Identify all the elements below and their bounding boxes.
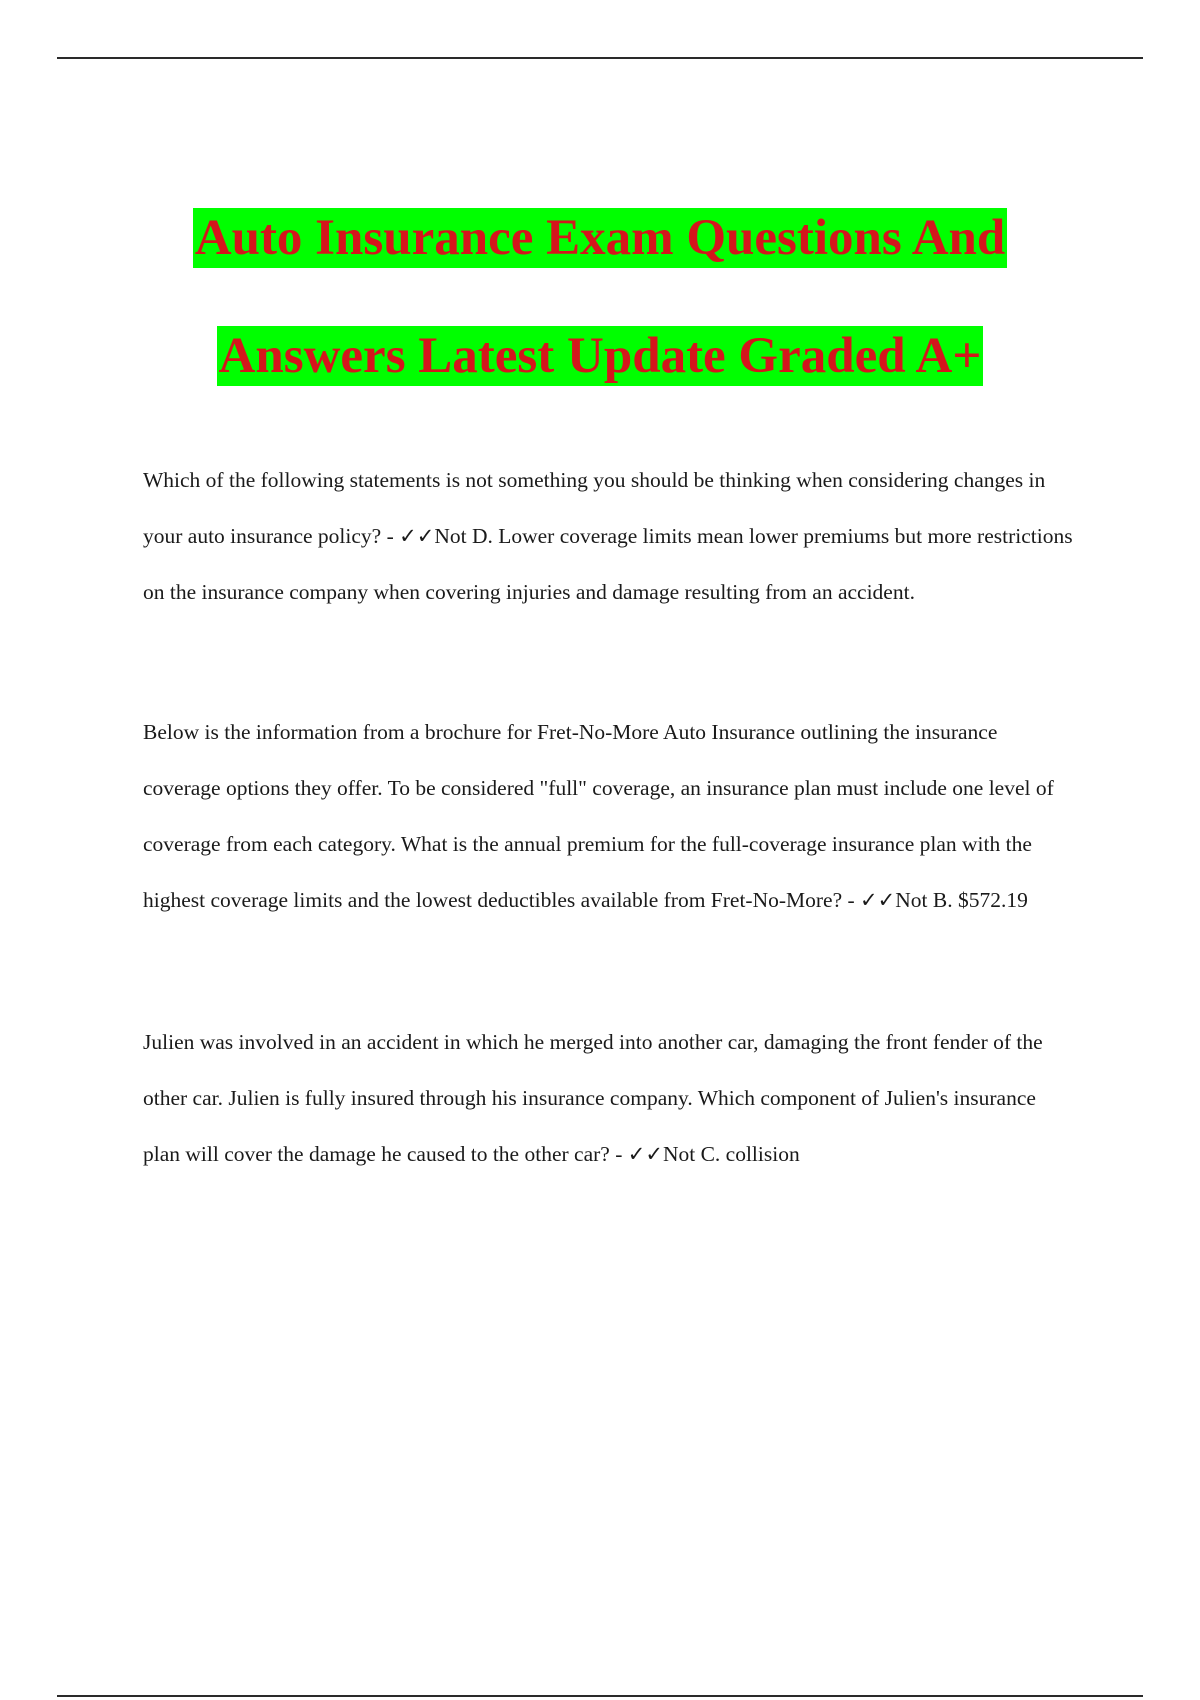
checkmark-icon: ✓✓ xyxy=(399,524,435,548)
qa-item-1 xyxy=(143,452,1073,620)
question-text: Julien was involved in an accident in which he merged into another car, damaging the front fender of the other car. Julien is fully insured through his insurance company. Which component of Julien's insurance plan will cover the damage he caused to the other car? - xyxy=(143,1030,1043,1166)
checkmark-icon: ✓✓ xyxy=(860,888,896,912)
document-title xyxy=(0,208,1200,444)
title-line-1: Auto Insurance Exam Questions And xyxy=(194,210,1006,266)
qa-item-3 xyxy=(143,1014,1073,1182)
checkmark-icon: ✓✓ xyxy=(627,1142,663,1166)
answer-text: Not C. collision xyxy=(662,1142,800,1166)
answer-text: Not B. $572.19 xyxy=(895,888,1028,912)
answer-text: Not D. Lower coverage limits mean lower premiums but more restrictions on the insurance company when covering injuries and damage resulting from an accident. xyxy=(143,524,1073,604)
question-text: Which of the following statements is not something you should be thinking when considering changes in your auto insurance policy? - xyxy=(143,468,1046,548)
qa-item-2 xyxy=(143,704,1073,928)
title-line-2: Answers Latest Update Graded A+ xyxy=(218,328,982,384)
qa-list xyxy=(143,452,1073,1182)
question-text: Below is the information from a brochure for Fret-No-More Auto Insurance outlining the insurance coverage options they offer. To be considered "full" coverage, an insurance plan must include one level of coverage from each category. What is the annual premium for the full-coverage insurance plan with the highest coverage limits and the lowest deductibles available from Fret-No-More? - xyxy=(143,720,1054,912)
footer-rule xyxy=(57,1695,1143,1697)
header-rule xyxy=(57,57,1143,59)
